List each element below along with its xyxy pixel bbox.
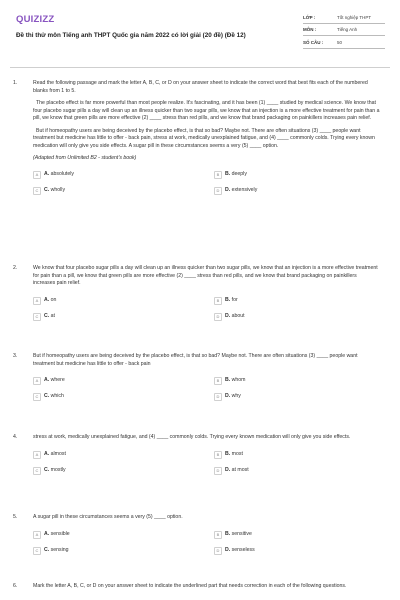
option-letter: D	[214, 313, 222, 321]
question-3	[10, 353, 390, 401]
answer-option-b[interactable]	[214, 377, 380, 385]
document-title: Đề thi thử môn Tiếng anh THPT Quốc gia năm 2022 có lời giải (20 đề) (Đề 12)	[16, 32, 246, 39]
option-key: C.	[44, 312, 50, 319]
question-number: 2.	[13, 265, 18, 271]
option-text: senseless	[231, 546, 255, 553]
answer-option-c[interactable]	[33, 313, 214, 321]
passage-paragraph: But if homeopathy users are being deceived by the placebo effect, is that so bad? Maybe not. There are often situations (3) ____ people want treatment but medicine has little to offer - back pain, stress at work, medically unexplained fatigue, and (4) ____ commonly colds. Trying every known medication will only give you side effects. A sugar pill in these circumstances seems a very (5) ____ option.	[33, 127, 375, 149]
answer-option-a[interactable]	[33, 297, 214, 305]
option-letter: C	[33, 187, 41, 195]
meta-row-class	[303, 13, 385, 24]
option-text: extensively	[231, 187, 258, 194]
option-letter: D	[214, 187, 222, 195]
option-letter: A	[33, 451, 41, 459]
answer-option-c[interactable]	[33, 547, 214, 555]
answer-options	[33, 451, 380, 475]
option-text: which	[50, 393, 64, 400]
option-key: C.	[44, 466, 50, 473]
option-key: A.	[44, 377, 50, 384]
option-key: B.	[225, 171, 231, 178]
option-letter: C	[33, 467, 41, 475]
answer-option-a[interactable]	[33, 171, 214, 179]
option-text: at most	[231, 466, 249, 473]
meta-label: LỚP :	[303, 14, 316, 20]
option-letter: B	[214, 451, 222, 459]
option-key: D.	[225, 393, 231, 400]
question-instruction: We know that four placebo sugar pills a day will clean up an illness quicker than two sugar pills, we know that an injection is a more effective treatment for pain than a pill, we know that green pills are more effective (2) ____ stress than red pills, and we know that brand packaging on painkillers increases pain relief.	[33, 265, 378, 287]
option-key: A.	[44, 171, 50, 178]
meta-row-subject	[303, 26, 385, 37]
meta-value: Tiếng Anh	[337, 27, 358, 33]
option-text: on	[50, 296, 57, 303]
answer-option-a[interactable]	[33, 377, 214, 385]
question-instruction: But if homeopathy users are being deceived by the placebo effect, is that so bad? Maybe not. There are often situations (3) ____ people want treatment but medicine has little to offer - back pain	[33, 353, 358, 367]
answer-option-d[interactable]	[214, 467, 380, 475]
option-text: sensing	[50, 546, 69, 553]
question-4	[10, 434, 390, 475]
question-number: 6.	[13, 583, 18, 589]
answer-option-d[interactable]	[214, 313, 380, 321]
option-key: C.	[44, 187, 50, 194]
option-text: for	[231, 296, 238, 303]
option-letter: A	[33, 171, 41, 179]
question-2	[10, 265, 390, 321]
option-text: deeply	[231, 171, 247, 178]
question-instruction: Mark the letter A, B, C, or D on your answer sheet to indicate the underlined part that needs correction in each of the following questions.	[33, 583, 347, 589]
option-key: D.	[225, 466, 231, 473]
answer-option-b[interactable]	[214, 451, 380, 459]
option-text: sensible	[50, 530, 70, 537]
meta-label: SỐ CÂU :	[303, 40, 324, 46]
option-letter: C	[33, 547, 41, 555]
question-1	[10, 80, 390, 195]
answer-option-a[interactable]	[33, 451, 214, 459]
option-text: whom	[231, 377, 246, 384]
option-key: D.	[225, 546, 231, 553]
option-text: about	[231, 312, 245, 319]
answer-option-c[interactable]	[33, 467, 214, 475]
meta-label: MÔN :	[303, 27, 317, 33]
option-key: B.	[225, 530, 231, 537]
option-text: where	[50, 377, 65, 384]
option-text: almost	[50, 450, 66, 457]
option-key: C.	[44, 393, 50, 400]
header-divider	[10, 67, 390, 68]
option-letter: D	[214, 467, 222, 475]
option-key: D.	[225, 187, 231, 194]
option-text: absolutely	[50, 171, 74, 178]
question-6	[10, 583, 390, 596]
option-letter: D	[214, 393, 222, 401]
option-key: B.	[225, 377, 231, 384]
answer-options	[33, 171, 380, 195]
option-letter: C	[33, 393, 41, 401]
answer-option-d[interactable]	[214, 393, 380, 401]
option-letter: B	[214, 171, 222, 179]
option-key: B.	[225, 296, 231, 303]
option-key: C.	[44, 546, 50, 553]
option-letter: C	[33, 313, 41, 321]
meta-value: Tốt nghiệp THPT	[337, 14, 372, 20]
option-key: A.	[44, 530, 50, 537]
answer-option-c[interactable]	[33, 393, 214, 401]
option-text: mostly	[50, 466, 66, 473]
page-header	[0, 0, 400, 52]
option-letter: A	[33, 531, 41, 539]
question-instruction: A sugar pill in these circumstances seems a very (5) ____ option.	[33, 514, 183, 520]
option-key: A.	[44, 296, 50, 303]
answer-options	[33, 297, 380, 321]
option-key: D.	[225, 312, 231, 319]
answer-option-a[interactable]	[33, 531, 214, 539]
option-letter: A	[33, 297, 41, 305]
answer-options	[33, 531, 380, 555]
answer-option-b[interactable]	[214, 171, 380, 179]
question-number: 3.	[13, 353, 18, 359]
passage-paragraph: The placebo effect is far more powerful than most people realize. It's fascinating, and it has been (1) ____ studied by medical science. We know that four placebo sugar pills a day will clean up an illness quicker than two sugar pills, we know that an injection is a more effective treatment for pain than a pill, we know that green pills are more effective (2) ____ stress than red pills, and we know that brand packaging on painkillers increases pain relief.	[33, 100, 380, 122]
option-letter: A	[33, 377, 41, 385]
answer-options	[33, 377, 380, 401]
meta-box	[303, 13, 385, 51]
answer-option-c[interactable]	[33, 187, 214, 195]
option-key: B.	[225, 450, 231, 457]
question-instruction: Read the following passage and mark the letter A, B, C, or D on your answer sheet to indicate the correct word that best fits each of the numbered blanks from 1 to 5.	[33, 80, 368, 94]
option-letter: B	[214, 531, 222, 539]
quizizz-logo: QUIZIZZ	[16, 14, 55, 25]
option-text: most	[231, 450, 243, 457]
answer-option-b[interactable]	[214, 531, 380, 539]
option-text: at	[50, 312, 55, 319]
option-key: A.	[44, 450, 50, 457]
option-text: sensitive	[231, 530, 252, 537]
meta-value: 50	[337, 40, 343, 46]
option-text: why	[231, 393, 241, 400]
option-letter: B	[214, 377, 222, 385]
question-number: 5.	[13, 514, 18, 520]
answer-option-b[interactable]	[214, 297, 380, 305]
option-letter: D	[214, 547, 222, 555]
answer-option-d[interactable]	[214, 547, 380, 555]
question-number: 1.	[13, 80, 18, 86]
question-5	[10, 514, 390, 555]
option-text: wholly	[50, 187, 66, 194]
answer-option-d[interactable]	[214, 187, 380, 195]
passage-source: (Adapted from Unlimited B2 - student's book)	[33, 155, 137, 162]
option-letter: B	[214, 297, 222, 305]
question-number: 4.	[13, 434, 18, 440]
meta-row-count	[303, 38, 385, 49]
question-instruction: stress at work, medically unexplained fatigue, and (4) ____ commonly colds. Trying every known medication will only give you side effects.	[33, 434, 351, 440]
